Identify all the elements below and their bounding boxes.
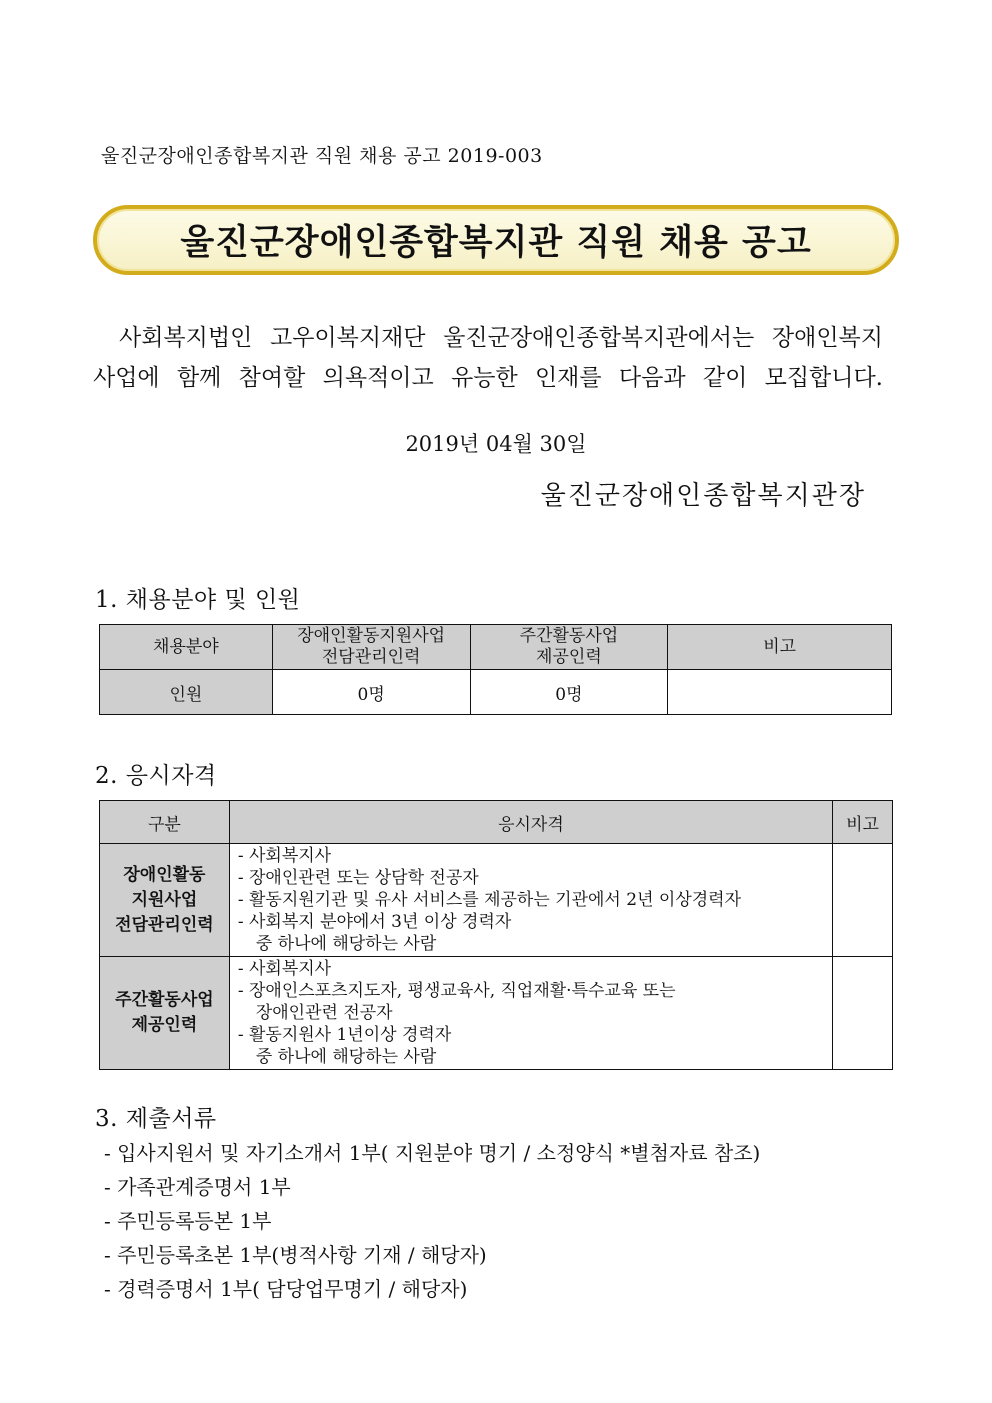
headcount-cell: 0명: [272, 670, 470, 715]
intro-paragraph: [93, 318, 883, 398]
category-line: 전담관리인력: [115, 914, 214, 935]
header-qualification: 응시자격: [229, 801, 832, 844]
category-line: 장애인활동: [123, 864, 206, 885]
table-row: [100, 670, 892, 715]
headcount-cell: 0명: [470, 670, 668, 715]
signer: 울진군장애인종합복지관장: [540, 481, 866, 511]
qualification-line: - 사회복지 분야에서 3년 이상 경력자: [237, 912, 512, 932]
header-day-activity: [470, 625, 668, 670]
list-item: - 주민등록등본 1부: [104, 1209, 272, 1233]
list-item: - 가족관계증명서 1부: [104, 1175, 291, 1199]
section-2-title: 2. 응시자격: [95, 763, 217, 789]
qualification-line: - 사회복지사: [237, 959, 332, 979]
header-category: 구분: [100, 801, 230, 844]
category-line: 주간활동사업: [115, 990, 214, 1010]
intro-line-1: 사회복지법인 고우이복지재단 울진군장애인종합복지관에서는 장애인복지: [119, 325, 883, 351]
remarks-cell: [833, 844, 893, 957]
header-activity-support: [272, 625, 470, 670]
section-1-title: 1. 채용분야 및 인원: [95, 587, 301, 613]
remarks-cell: [833, 957, 893, 1070]
header-remarks: 비고: [668, 625, 892, 670]
list-item: - 입사지원서 및 자기소개서 1부( 지원분야 명기 / 소정양식 *별첨자료 참조): [104, 1141, 761, 1165]
row-label-headcount: 인원: [100, 670, 273, 715]
qualification-line: - 장애인관련 또는 상담학 전공자: [237, 868, 479, 888]
qualification-line: - 사회복지사: [237, 846, 332, 866]
qualification-table: [99, 800, 893, 1070]
qualification-line: - 장애인스포츠지도자, 평생교육사, 직업재활·특수교육 또는: [237, 981, 676, 1001]
category-line: 지원사업: [131, 889, 198, 910]
recruitment-table: [99, 624, 892, 715]
qualification-cell: [229, 957, 832, 1070]
header-line: 주간활동사업: [519, 626, 619, 646]
header-remarks: 비고: [833, 801, 893, 844]
remarks-cell: [668, 670, 892, 715]
page-title: 울진군장애인종합복지관 직원 채용 공고: [180, 223, 812, 263]
document-number-line: 울진군장애인종합복지관 직원 채용 공고 2019-003: [101, 145, 543, 167]
category-line: 제공인력: [131, 1015, 198, 1035]
required-documents-list: [104, 1136, 760, 1306]
qualification-line: 장애인관련 전공자: [255, 1003, 393, 1023]
category-cell: [100, 844, 230, 957]
header-field: 채용분야: [100, 625, 273, 670]
qualification-line: - 활동지원사 1년이상 경력자: [237, 1025, 452, 1045]
title-banner: [93, 205, 899, 275]
qualification-cell: [229, 844, 832, 957]
category-cell: [100, 957, 230, 1070]
qualification-line: 중 하나에 해당하는 사람: [255, 1047, 437, 1067]
qualification-line: 중 하나에 해당하는 사람: [255, 934, 437, 954]
announcement-date: 2019년 04월 30일: [405, 432, 587, 456]
table-row: [100, 844, 893, 957]
header-line: 전담관리인력: [321, 647, 421, 667]
section-3-title: 3. 제출서류: [95, 1106, 217, 1132]
table-header-row: [100, 801, 893, 844]
header-line: 장애인활동지원사업: [297, 626, 446, 646]
table-header-row: [100, 625, 892, 670]
header-line: 제공인력: [536, 647, 602, 667]
qualification-line: - 활동지원기관 및 유사 서비스를 제공하는 기관에서 2년 이상경력자: [237, 890, 742, 910]
table-row: [100, 957, 893, 1070]
list-item: - 경력증명서 1부( 담당업무명기 / 해당자): [104, 1277, 468, 1301]
list-item: - 주민등록초본 1부(병적사항 기재 / 해당자): [104, 1243, 487, 1267]
intro-line-2: 사업에 함께 참여할 의욕적이고 유능한 인재를 다음과 같이 모집합니다.: [93, 365, 883, 391]
